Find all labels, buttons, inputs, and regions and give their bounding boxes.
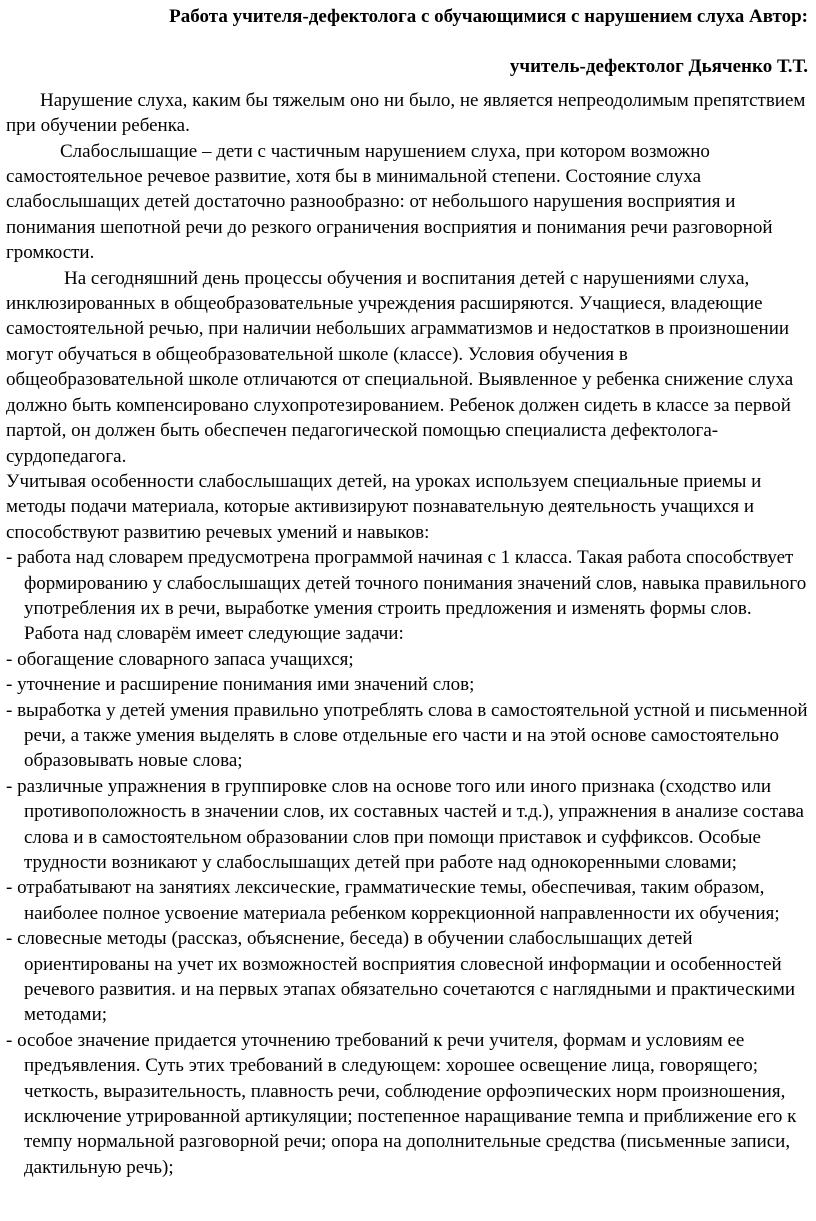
list-item: - обогащение словарного запаса учащихся;	[6, 648, 354, 670]
list-item: - уточнение и расширение понимания ими значений слов;	[6, 674, 475, 696]
paragraph-definition: Слабослышащие – дети с частичным нарушением слуха, при котором возможно самостоятельное речевое развитие, хотя бы в минимальной степени. Состояние слуха слабослышащих детей достаточно разнообразно: от небольшого нарушения восприятия и понимания шепотной речи до резкого ограничения восприятия и понимания речи разговорной громкости.	[6, 140, 773, 264]
document-title: Работа учителя-дефектолога с обучающимися с нарушением слуха Автор:	[169, 6, 808, 27]
list-item: - работа над словарем предусмотрена программой начиная с 1 класса. Такая работа способствует формированию у слабослышащих детей точного понимания значений слов, навыка правильного употребления их в речи, выработке умения строить предложения и изменять формы слов. Работа над словарём имеет следующие задачи:	[6, 547, 807, 645]
list-item: - различные упражнения в группировке слов на основе того или иного признака (сходство или противоположность в значении слов, их составных частей и т.д.), упражнения в анализе состава слова и в самостоятельном образовании слов при помощи приставок и суффиксов. Особые трудности возникают у слабослышащих детей при работе над однокоренными словами;	[6, 775, 804, 873]
list-item: - выработка у детей умения правильно употреблять слова в самостоятельной устной и письменной речи, а также умения выделять в слове отдельные его части и на этой основе самостоятельно образовывать новые слова;	[6, 699, 808, 772]
list-item: - отрабатывают на занятиях лексические, грамматические темы, обеспечивая, таким образом, наиболее полное усвоение материала ребенком коррекционной направленности их обучения;	[6, 877, 780, 924]
paragraph-inclusion: На сегодняшний день процессы обучения и воспитания детей с нарушениями слуха, инклюзированных в общеобразовательные учреждения расширяются. Учащиеся, владеющие самостоятельной речью, при наличии небольших аграмматизмов и недостатков в произношении могут обучаться в общеобразовательной школе (классе). Условия обучения в общеобразовательной школе отличаются от специальной. Выявленное у ребенка снижение слуха должно быть компенсировано слухопротезированием. Ребенок должен сидеть в классе за первой партой, он должен быть обеспечен педагогической помощью специалиста дефектолога- сурдопедагога.	[6, 267, 794, 467]
paragraph-intro: Нарушение слуха, каким бы тяжелым оно ни было, не является непреодолимым препятствием при обучении ребенка.	[6, 89, 806, 137]
paragraph-methods: Учитывая особенности слабослышащих детей, на уроках используем специальные приемы и методы подачи материала, которые активизируют познавательную деятельность учащихся и способствуют развитию речевых умений и навыков:	[6, 470, 762, 543]
list-item: - особое значение придается уточнению требований к речи учителя, формам и условиям ее предъявления. Суть этих требований в следующем: хорошее освещение лица, говорящего; четкость, выразительность, плавность речи, соблюдение орфоэпических норм произношения, исключение утрированной артикуляции; постепенное наращивание темпа и приближение его к темпу нормальной разговорной речи; опора на дополнительные средства (письменные записи, дактильную речь);	[6, 1029, 797, 1178]
methods-list	[6, 545, 808, 1180]
list-item: - словесные методы (рассказ, объяснение, беседа) в обучении слабослышащих детей ориентированы на учет их возможностей восприятия словесной информации и особенностей речевого развития. и на первых этапах обязательно сочетаются с наглядными и практическими методами;	[6, 928, 796, 1026]
document-author: учитель-дефектолог Дьяченко Т.Т.	[509, 56, 808, 78]
